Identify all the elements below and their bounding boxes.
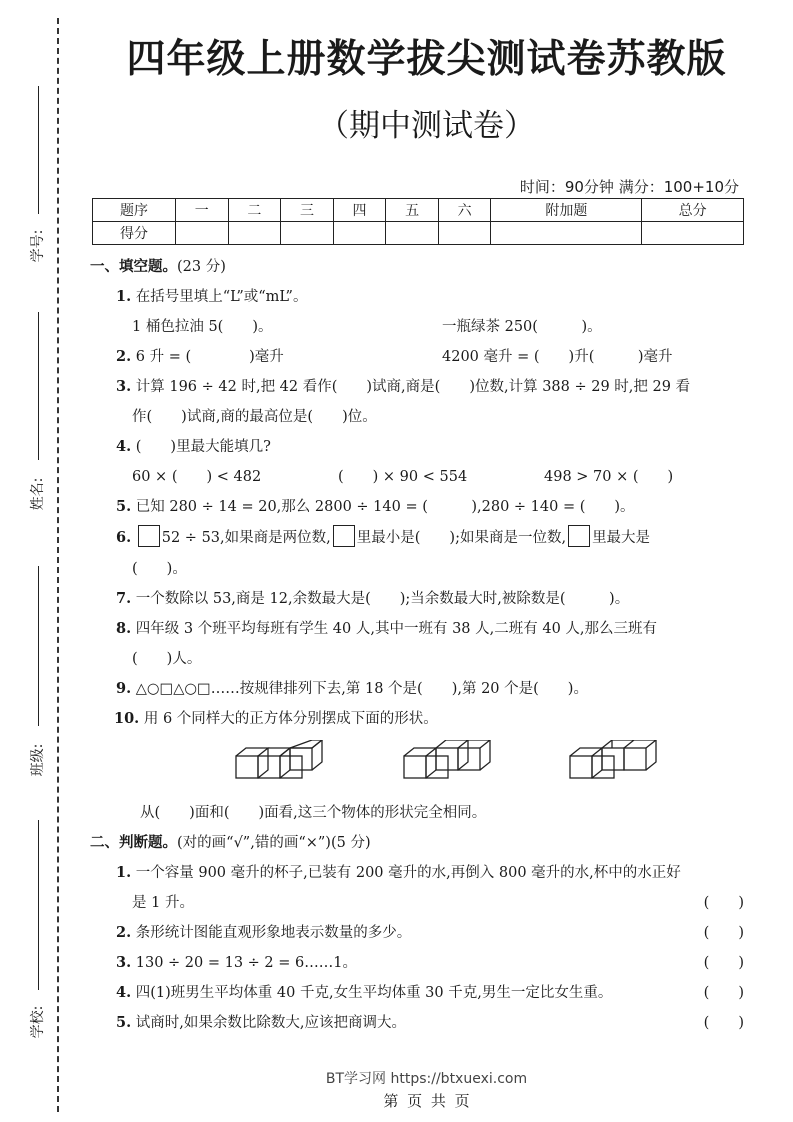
- school-label: 学校:: [30, 1005, 46, 1039]
- cube-figures: [116, 734, 750, 798]
- class-field: [16, 566, 56, 786]
- question-item: 一瓶绿茶 250( )。: [442, 319, 602, 335]
- question-4-items: [132, 462, 750, 492]
- question-number: 4.: [116, 984, 132, 1001]
- cube-figure-3: [568, 740, 668, 786]
- question-9: [116, 674, 750, 704]
- answer-box[interactable]: [138, 525, 160, 547]
- score-cell[interactable]: [281, 222, 334, 245]
- score-header-cell: 题序: [93, 199, 176, 222]
- score-header-cell: 三: [281, 199, 334, 222]
- question-number: 1.: [116, 864, 132, 881]
- question-number: 2.: [116, 348, 132, 365]
- question-text: 里最小是( );如果商是一位数,: [356, 530, 567, 546]
- question-number: 2.: [116, 924, 132, 941]
- score-cell[interactable]: [386, 222, 439, 245]
- question-item: 498 > 70 × ( ): [544, 469, 674, 485]
- question-text: 是 1 升。: [132, 895, 194, 911]
- question-text: 四年级 3 个班平均每班有学生 40 人,其中一班有 38 人,二班有 40 人,那么三班有: [135, 621, 658, 637]
- question-number: 10.: [114, 710, 140, 727]
- judge-item-2: [116, 918, 750, 948]
- exam-content: [90, 252, 750, 1038]
- cube-figure-1: [234, 740, 334, 786]
- question-number: 7.: [116, 590, 132, 607]
- question-item: 4200 毫升 = ( )升( )毫升: [442, 349, 673, 365]
- question-8: [116, 614, 750, 644]
- score-header-cell: 五: [386, 199, 439, 222]
- question-text: 用 6 个同样大的正方体分别摆成下面的形状。: [143, 711, 438, 727]
- class-label: 班级:: [30, 743, 46, 777]
- question-number: 3.: [116, 954, 132, 971]
- section-heading: [90, 252, 750, 282]
- question-text: 里最大是: [592, 530, 651, 546]
- question-6-continued: ( )。: [132, 561, 187, 577]
- judge-item-4: [116, 978, 750, 1008]
- question-2: [116, 342, 750, 372]
- section-score-note: (对的画“√”,错的画“×”)(5 分): [177, 835, 371, 851]
- score-cell[interactable]: [642, 222, 744, 245]
- question-item: 6 升 = ( )毫升: [135, 349, 284, 365]
- question-text: 在括号里填上“L”或“mL”。: [135, 289, 308, 305]
- score-header-cell: 总分: [642, 199, 744, 222]
- question-number: 9.: [116, 680, 132, 697]
- judge-item-5: [116, 1008, 750, 1038]
- answer-box[interactable]: [568, 525, 590, 547]
- section-score-note: (23 分): [177, 259, 226, 275]
- question-text: 已知 280 ÷ 14 = 20,那么 2800 ÷ 140 = ( ),280 ÷ 140 = ( )。: [135, 499, 635, 515]
- judge-item-3: [116, 948, 750, 978]
- student-id-label: 学号:: [30, 229, 46, 263]
- score-table-header-row: [93, 199, 744, 222]
- score-row-label: 得分: [93, 222, 176, 245]
- question-item: ( ) × 90 < 554: [338, 469, 468, 485]
- question-number: 5.: [116, 498, 132, 515]
- question-1-items: [132, 312, 750, 342]
- score-header-cell: 四: [333, 199, 386, 222]
- question-text: 四(1)班男生平均体重 40 千克,女生平均体重 30 千克,男生一定比女生重。: [135, 985, 613, 1001]
- question-text: 130 ÷ 20 = 13 ÷ 2 = 6……1。: [135, 955, 357, 971]
- question-text: 一个容量 900 毫升的杯子,已装有 200 毫升的水,再倒入 800 毫升的水,杯中的水正好: [135, 865, 681, 881]
- question-text: △○□△○□……按规律排列下去,第 18 个是( ),第 20 个是( )。: [135, 681, 588, 697]
- question-7: [116, 584, 750, 614]
- question-text: 一个数除以 53,商是 12,余数最大是( );当余数最大时,被除数是( )。: [135, 591, 630, 607]
- question-item: 60 × ( ) < 482: [132, 469, 262, 485]
- section-title: 二、判断题。: [90, 834, 177, 851]
- score-cell[interactable]: [333, 222, 386, 245]
- question-item: 1 桶色拉油 5( )。: [132, 319, 273, 335]
- page-title: 四年级上册数学拔尖测试卷苏教版: [126, 37, 727, 82]
- question-10-answer: 从( )面和( )面看,这三个物体的形状完全相同。: [140, 805, 487, 821]
- section-heading: [90, 828, 750, 858]
- answer-paren[interactable]: ( ): [703, 925, 744, 941]
- question-8-continued: ( )人。: [132, 651, 202, 667]
- score-header-cell: 附加题: [491, 199, 642, 222]
- question-1: [116, 282, 750, 312]
- question-number: 1.: [116, 288, 132, 305]
- score-header-cell: 一: [176, 199, 229, 222]
- question-4: [116, 432, 750, 462]
- student-id-line: [38, 86, 39, 214]
- question-number: 3.: [116, 378, 132, 395]
- question-text: 计算 196 ÷ 42 时,把 42 看作( )试商,商是( )位数,计算 388 ÷ 29 时,把 29 看: [135, 379, 691, 395]
- question-text: 条形统计图能直观形象地表示数量的多少。: [135, 925, 412, 941]
- name-line: [38, 312, 39, 460]
- cube-figure-2: [402, 740, 502, 786]
- question-text: 试商时,如果余数比除数大,应该把商调大。: [135, 1015, 406, 1031]
- answer-paren[interactable]: ( ): [703, 985, 744, 1001]
- class-line: [38, 566, 39, 726]
- score-cell[interactable]: [176, 222, 229, 245]
- student-id-field: [16, 86, 56, 276]
- answer-box[interactable]: [333, 525, 355, 547]
- answer-paren[interactable]: ( ): [703, 1015, 744, 1031]
- question-5: [116, 492, 750, 522]
- answer-paren[interactable]: ( ): [703, 895, 744, 911]
- binding-dashed-line: [57, 18, 59, 1112]
- answer-paren[interactable]: ( ): [703, 955, 744, 971]
- question-number: 5.: [116, 1014, 132, 1031]
- question-text: ( )里最大能填几?: [135, 439, 271, 455]
- score-cell[interactable]: [491, 222, 642, 245]
- score-cell[interactable]: [438, 222, 491, 245]
- section-title: 一、填空题。: [90, 258, 177, 275]
- question-text: 52 ÷ 53,如果商是两位数,: [161, 530, 331, 546]
- question-3: [116, 372, 750, 402]
- time-info: 时间：90分钟 满分：100+10分: [519, 178, 739, 196]
- name-field: [16, 312, 56, 522]
- judge-item-1-continued: [132, 888, 750, 918]
- page-subtitle: （期中测试卷）: [318, 108, 535, 144]
- score-cell[interactable]: [228, 222, 281, 245]
- score-header-cell: 二: [228, 199, 281, 222]
- question-number: 6.: [116, 529, 132, 546]
- question-number: 8.: [116, 620, 132, 637]
- question-3-continued: 作( )试商,商的最高位是( )位。: [132, 409, 377, 425]
- score-header-cell: 六: [438, 199, 491, 222]
- page-number: 第 页 共 页: [383, 1092, 470, 1110]
- question-10: [114, 704, 750, 734]
- question-number: 4.: [116, 438, 132, 455]
- score-table: [92, 198, 744, 245]
- question-6: [116, 522, 750, 554]
- score-table-score-row: [93, 222, 744, 245]
- school-field: [16, 820, 56, 1050]
- school-line: [38, 820, 39, 990]
- name-label: 姓名:: [30, 477, 46, 511]
- footer-watermark: BT学习网 https://btxuexi.com: [325, 1071, 528, 1087]
- judge-item-1: [116, 858, 750, 888]
